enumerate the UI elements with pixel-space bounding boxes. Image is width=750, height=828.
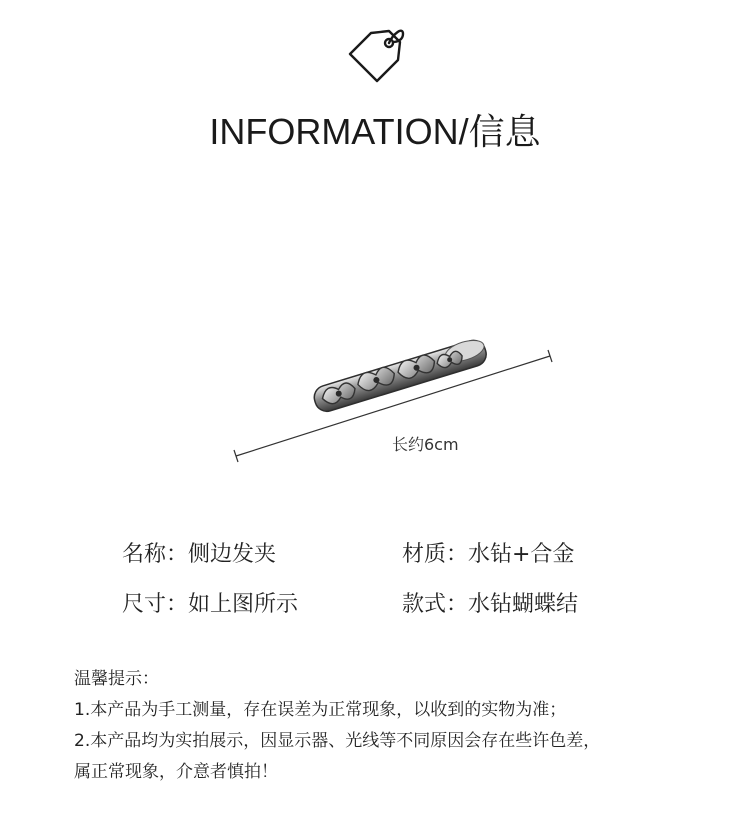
notes-line-1: 1.本产品为手工测量，存在误差为正常现象，以收到的实物为准； [74, 700, 567, 720]
length-label: 长约6cm [392, 435, 459, 454]
spec-material: 材质：水钻+合金 [402, 542, 575, 567]
notes-line-2: 2.本产品均为实拍展示，因显示器、光线等不同原因会存在些许色差， [74, 731, 601, 751]
notes-line-3: 属正常现象，介意者慎拍！ [74, 762, 278, 782]
spec-style: 款式：水钻蝴蝶结 [402, 592, 579, 617]
page-title: INFORMATION/信息 [209, 111, 541, 152]
hair-clip-image [220, 330, 560, 470]
price-tag-icon [345, 24, 409, 84]
spec-name: 名称：侧边发夹 [122, 542, 277, 567]
notes-section [74, 664, 724, 788]
spec-size: 尺寸：如上图所示 [122, 592, 299, 617]
notes-heading: 温馨提示： [74, 669, 159, 689]
